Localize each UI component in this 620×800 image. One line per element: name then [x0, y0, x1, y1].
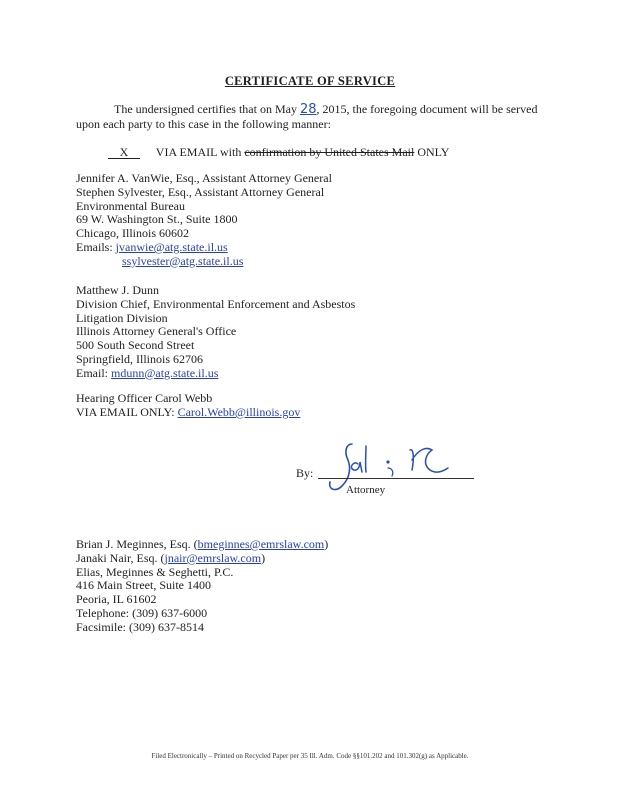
signature-area — [296, 438, 486, 498]
email-link-nair[interactable]: jnair@emrslaw.com — [164, 550, 262, 565]
recipient1-line: Chicago, Illinois 60602 — [76, 226, 189, 241]
handwritten-date: 28 — [299, 102, 317, 117]
intro-line-2: upon each party to this case in the following manner: — [76, 117, 331, 131]
handwritten-signature — [318, 438, 458, 496]
recipient1-line: Jennifer A. VanWie, Esq., Assistant Attorney General — [76, 171, 332, 185]
sender-line: Facsimile: (309) 637-8514 — [76, 619, 204, 634]
email-link-dunn[interactable]: mdunn@atg.state.il.us — [111, 365, 219, 380]
email-link-vanwie[interactable]: jvanwie@atg.state.il.us — [115, 239, 228, 254]
recipient-block-3 — [76, 392, 300, 420]
recipient2-line: Springfield, Illinois 62706 — [76, 351, 203, 366]
sender-line: ) — [261, 550, 266, 565]
email-label: Email: — [76, 365, 111, 380]
signature-line — [318, 478, 474, 479]
recipient2-line: Litigation Division — [76, 310, 168, 325]
signature-role: Attorney — [346, 484, 386, 496]
recipient2-line: Matthew J. Dunn — [76, 283, 159, 297]
recipient1-line: Stephen Sylvester, Esq., Assistant Attorney General — [76, 184, 325, 199]
service-method-prefix: VIA EMAIL with — [155, 145, 245, 159]
sender-line: Elias, Meginnes & Seghetti, P.C. — [76, 564, 234, 579]
email-link-meginnes[interactable]: bmeginnes@emrslaw.com — [197, 537, 325, 551]
sender-block — [76, 538, 328, 635]
recipient2-line: Division Chief, Environmental Enforcement and Asbestos — [76, 296, 356, 311]
sender-line: Brian J. Meginnes, Esq. ( — [76, 537, 198, 551]
email-link-webb[interactable]: Carol.Webb@illinois.gov — [177, 404, 301, 419]
emails-label: Emails: — [76, 239, 116, 254]
sender-line: 416 Main Street, Suite 1400 — [76, 578, 211, 593]
intro-paragraph — [76, 102, 556, 132]
by-label: By: — [296, 466, 314, 480]
service-check-mark: X — [108, 146, 140, 159]
recipient-block-1 — [76, 172, 332, 269]
recipient1-line: 69 W. Washington St., Suite 1800 — [76, 212, 238, 227]
sender-line: Peoria, IL 61602 — [76, 592, 157, 607]
recipient2-line: Illinois Attorney General's Office — [76, 324, 237, 339]
page-footer: Filed Electronically – Printed on Recycled Paper per 35 Ill. Adm. Code §§101.202 and 101.302(g) as Applicable. — [151, 752, 469, 760]
service-method-struck: confirmation by United States Mail — [244, 145, 415, 159]
email-link-sylvester[interactable]: ssylvester@atg.state.il.us — [122, 253, 244, 268]
recipient3-line: Hearing Officer Carol Webb — [76, 391, 213, 405]
recipient1-line: Environmental Bureau — [76, 198, 185, 213]
sender-line: ) — [324, 537, 329, 551]
recipient2-line: 500 South Second Street — [76, 338, 195, 353]
document-title: CERTIFICATE OF SERVICE — [224, 74, 396, 88]
intro-text-before-date: The undersigned certifies that on May — [114, 102, 300, 116]
service-method — [108, 145, 449, 160]
via-email-only-label: VIA EMAIL ONLY: — [76, 404, 178, 419]
recipient-block-2 — [76, 284, 355, 381]
intro-text-after-date: , 2015, the foregoing document will be served — [316, 102, 538, 116]
sender-line: Janaki Nair, Esq. ( — [76, 550, 165, 565]
sender-line: Telephone: (309) 637-6000 — [76, 605, 208, 620]
service-method-suffix: ONLY — [414, 145, 450, 159]
